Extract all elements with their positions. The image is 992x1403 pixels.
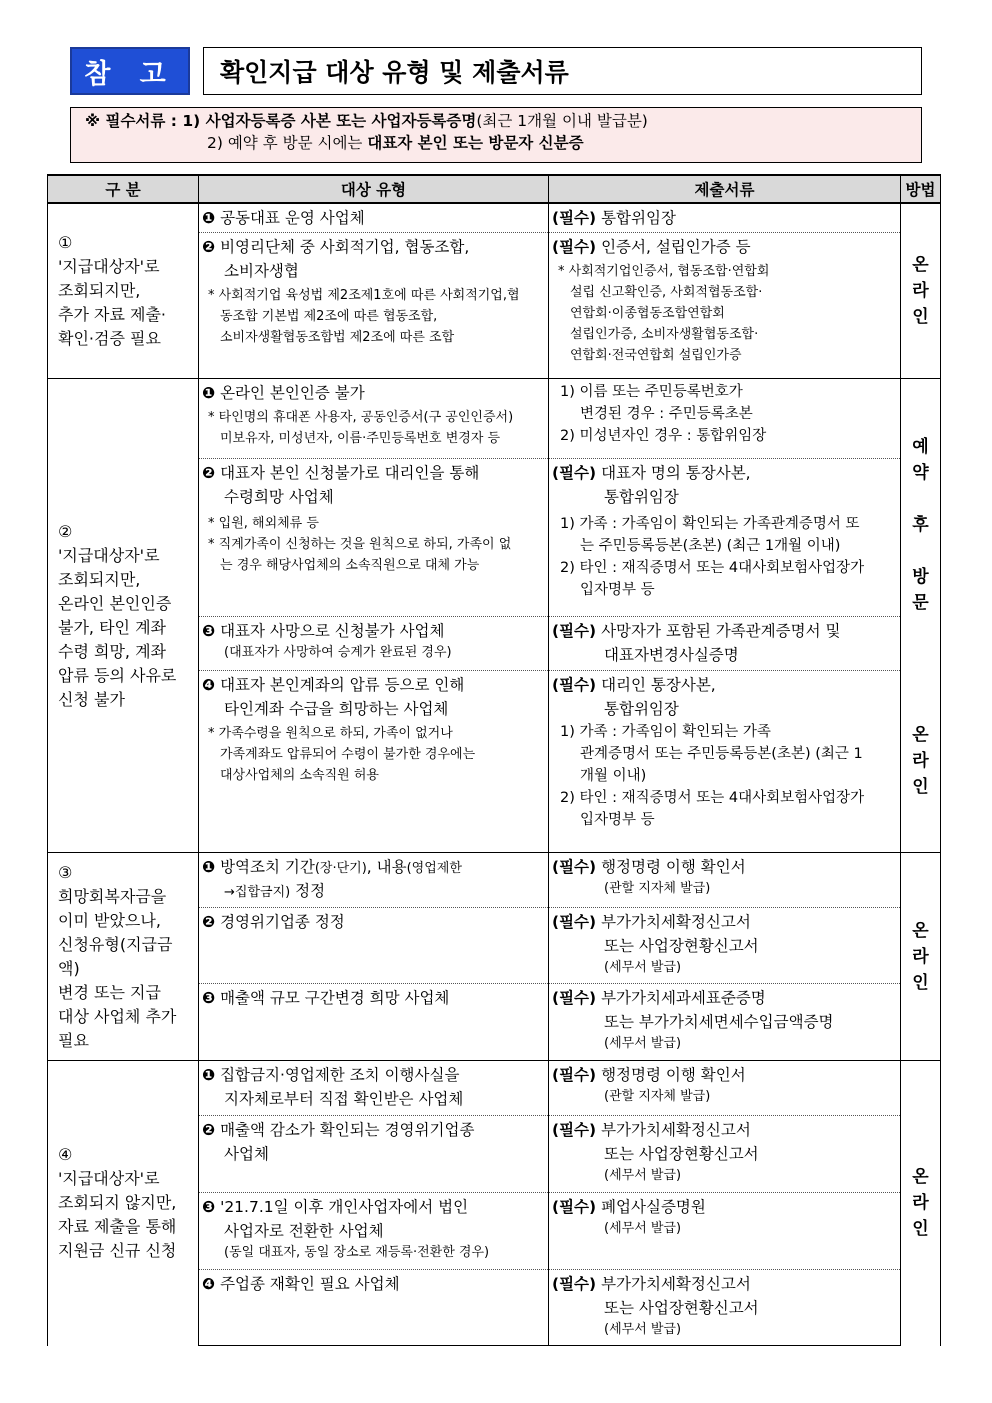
docs-cell: (필수) 행정명령 이행 확인서 (관할 지자체 발급) [549,853,901,908]
notice-line1-suffix: (최근 1개월 이내 발급분) [476,112,648,130]
type-cell: ❸ 대표자 사망으로 신청불가 사업체 (대표자가 사망하여 승계가 완료된 경우) [199,617,549,671]
table-row [48,379,941,459]
category-2: ② '지급대상자'로 조회되지만, 온라인 본인인증 불가, 타인 계좌 수령 희망, 계좌 압류 등의 사유로 신청 불가 [48,379,199,853]
table-row [48,1061,941,1116]
method-2a: 예 약 후 방 문 [901,379,941,671]
category-1: ① '지급대상자'로 조회되지만, 추가 자료 제출· 확인·검증 필요 [48,203,199,379]
type-cell: ❷ 비영리단체 중 사회적기업, 협동조합, 소비자생협 * 사회적기업 육성법 제2조제1호에 따른 사회적기업,협 동조합 기본법 제2조에 따른 협동조합, 소비자생활협동조합법 제2조에 따른 조합 [199,233,549,379]
type-cell: ❷ 매출액 감소가 확인되는 경영위기업종 사업체 [199,1116,549,1193]
notice-line2-prefix: 2) 예약 후 방문 시에는 [207,134,368,152]
header-type: 대상 유형 [199,175,549,203]
method-4: 온 라 인 [901,1061,941,1346]
docs-note: * 사회적기업인증서, 협동조합·연합회 설립 신고확인증, 사회적협동조합· 연합회·이종협동조합연합회 설립인가증, 소비자생활협동조합· 연합회·전국연합회 설립인가증 [558,264,770,363]
type-cell: ❸ 매출액 규모 구간변경 희망 사업체 [199,984,549,1061]
notice-line2-bold: 대표자 본인 또는 방문자 신분증 [367,134,584,152]
type-note: * 사회적기업 육성법 제2조제1호에 따른 사회적기업,협 동조합 기본법 제2조에 따른 협동조합, 소비자생활협동조합법 제2조에 따른 조합 [208,288,520,345]
docs-cell: (필수) 대표자 명의 통장사본, 통합위임장 1) 가족 : 가족임이 확인되는 가족관계증명서 또 는 주민등록등본(초본) (최근 1개월 이내) 2) 타인 : 재직증명서 또는 4대사회보험사업장가 입자명부 등 [549,459,901,617]
type-cell: ❷ 대표자 본인 신청불가로 대리인을 통해 수령희망 사업체 * 입원, 해외체류 등 * 직계가족이 신청하는 것을 원칙으로 하되, 가족이 없 는 경우 해당사업체의 소속직원으로 대체 가능 [199,459,549,617]
category-3: ③ 희망회복자금을 이미 받았으나, 신청유형(지급금액) 변경 또는 지급 대상 사업체 추가 필요 [48,853,199,1061]
docs-cell: (필수) 부가가치세확정신고서 또는 사업장현황신고서 (세무서 발급) [549,1116,901,1193]
header-docs: 제출서류 [549,175,901,203]
method-2b: 온 라 인 [901,671,941,853]
docs-cell: (필수) 인증서, 설립인가증 등 * 사회적기업인증서, 협동조합·연합회 설립 신고확인증, 사회적협동조합· 연합회·이종협동조합연합회 설립인가증, 소비자생활협동조합· 연합회·전국연합회 설립인가증 [549,233,901,379]
page-title: 확인지급 대상 유형 및 제출서류 [203,47,922,95]
docs-cell: (필수) 사망자가 포함된 가족관계증명서 및 대표자변경사실증명 [549,617,901,671]
header-method: 방법 [901,175,941,203]
docs-cell: (필수) 부가가치세확정신고서 또는 사업장현황신고서 (세무서 발급) [549,1270,901,1346]
document-table [47,174,941,1346]
table-row [48,853,941,908]
docs-cell: (필수) 부가가치세과세표준증명 또는 부가가치세면세수입금액증명 (세무서 발급) [549,984,901,1061]
method-1: 온 라 인 [901,203,941,379]
type-cell: ❶ 공동대표 운영 사업체 [199,203,549,233]
type-cell: ❸ '21.7.1일 이후 개인사업자에서 법인 사업자로 전환한 사업체 (동일 대표자, 동일 장소로 재등록·전환한 경우) [199,1193,549,1270]
docs-cell: 1) 이름 또는 주민등록번호가 변경된 경우 : 주민등록초본 2) 미성년자인 경우 : 통합위임장 [549,379,901,459]
type-cell: ❶ 온라인 본인인증 불가 * 타인명의 휴대폰 사용자, 공동인증서(구 공인인증서) 미보유자, 미성년자, 이름·주민등록번호 변경자 등 [199,379,549,459]
type-cell: ❶ 방역조치 기간(장·단기), 내용(영업제한 →집합금지) 정정 [199,853,549,908]
type-cell: ❷ 경영위기업종 정정 [199,908,549,984]
notice-line1-bold: ※ 필수서류 : 1) 사업자등록증 사본 또는 사업자등록증명 [85,112,477,130]
reference-badge: 참 고 [70,47,190,95]
header-category: 구 분 [48,175,199,203]
table-header-row [48,175,941,203]
docs-cell: (필수) 통합위임장 [549,203,901,233]
type-cell: ❶ 집합금지·영업제한 조치 이행사실을 지자체로부터 직접 확인받은 사업체 [199,1061,549,1116]
docs-cell: (필수) 폐업사실증명원 (세무서 발급) [549,1193,901,1270]
method-3: 온 라 인 [901,853,941,1061]
type-cell: ❹ 대표자 본인계좌의 압류 등으로 인해 타인계좌 수급을 희망하는 사업체 * 가족수령을 원칙으로 하되, 가족이 없거나 가족계좌도 압류되어 수령이 불가한 경우에는 대상사업체의 소속직원 허용 [199,671,549,853]
docs-cell: (필수) 부가가치세확정신고서 또는 사업장현황신고서 (세무서 발급) [549,908,901,984]
type-cell: ❹ 주업종 재확인 필요 사업체 [199,1270,549,1346]
table-row [48,203,941,233]
docs-cell: (필수) 행정명령 이행 확인서 (관할 지자체 발급) [549,1061,901,1116]
required-docs-notice [70,107,922,163]
category-4: ④ '지급대상자'로 조회되지 않지만, 자료 제출을 통해 지원금 신규 신청 [48,1061,199,1346]
header [70,47,922,95]
docs-cell: (필수) 대리인 통장사본, 통합위임장 1) 가족 : 가족임이 확인되는 가족 관계증명서 또는 주민등록등본(초본) (최근 1 개월 이내) 2) 타인 : 재직증명서 또는 4대사회보험사업장가 입자명부 등 [549,671,901,853]
